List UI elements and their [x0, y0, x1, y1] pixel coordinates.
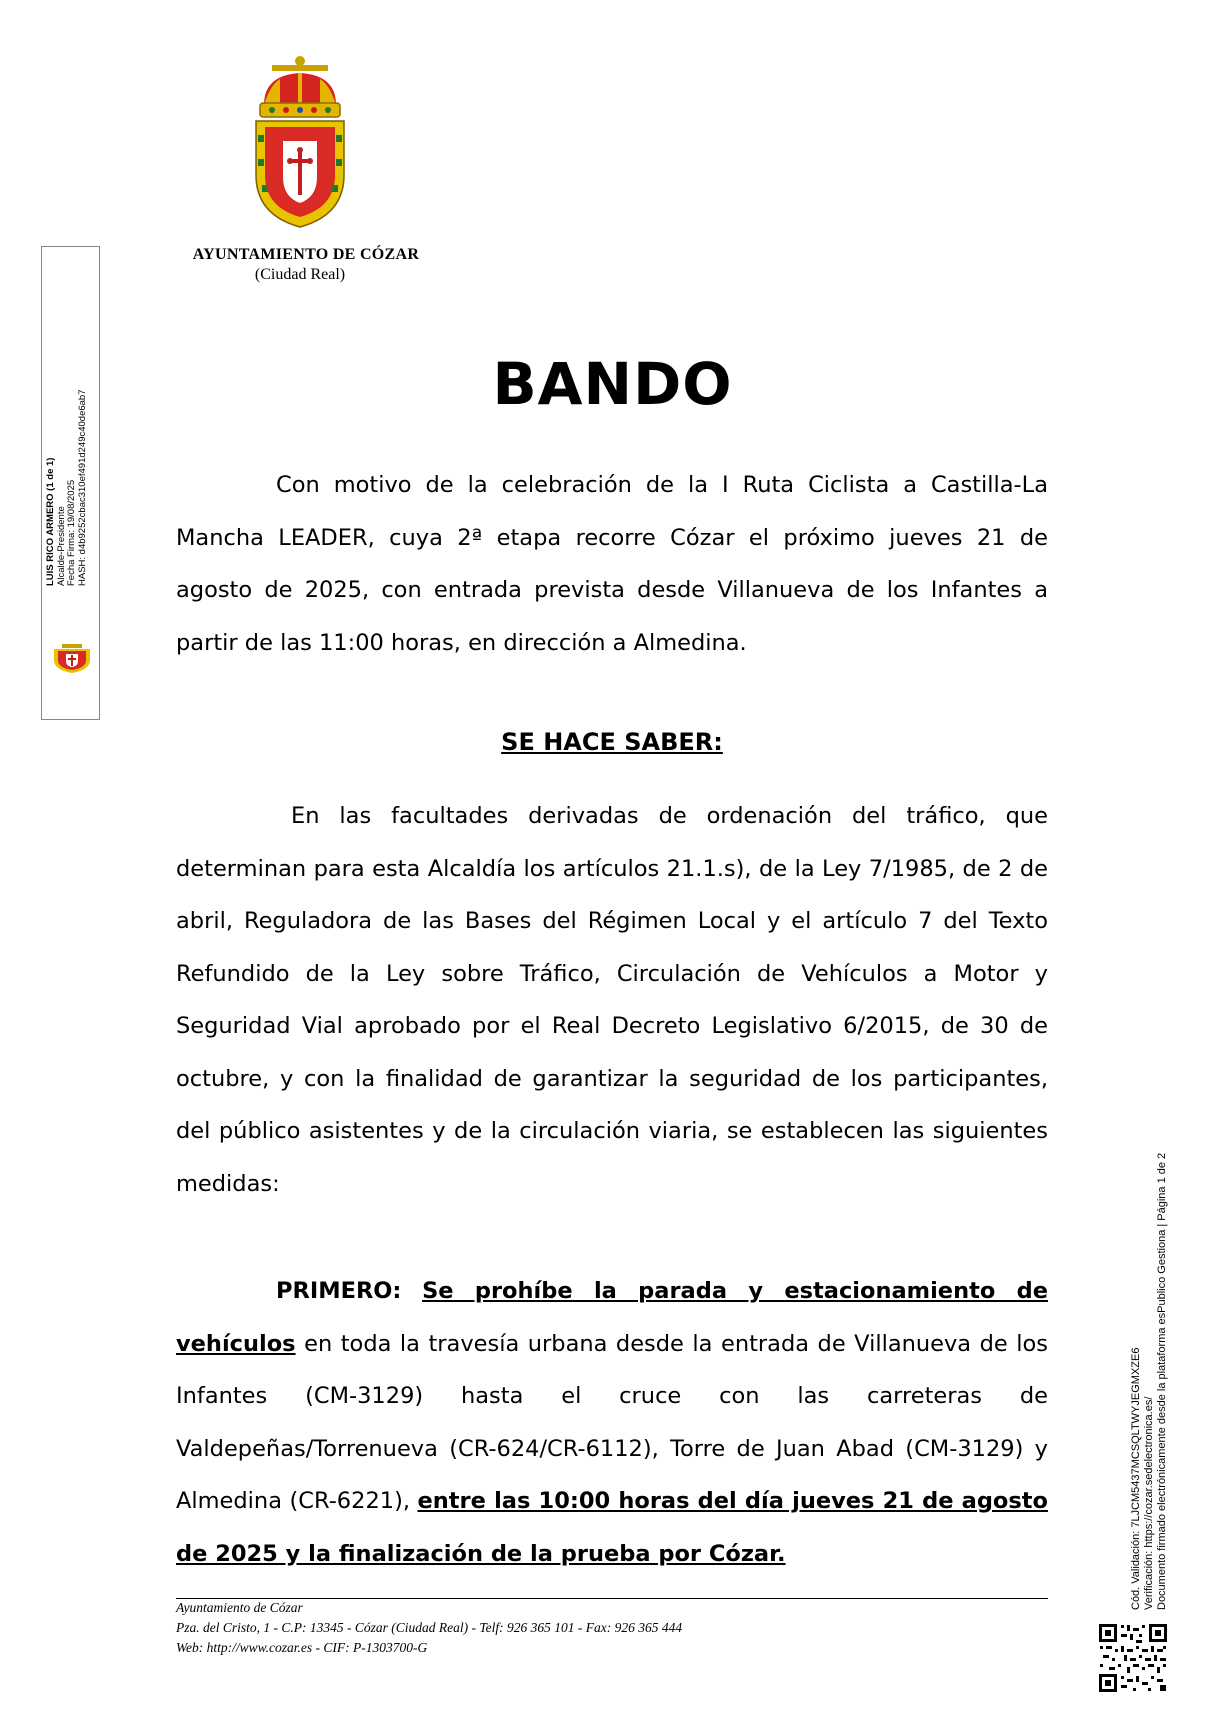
verification-code: Cód. Validación: 7LJCM5437MCSQLTWYJEGMXZE6: [1130, 1347, 1142, 1610]
signer-name: LUIS RICO ARMERO (1 de 1): [45, 457, 56, 586]
qr-code-icon: [1098, 1623, 1168, 1693]
measure-label: PRIMERO:: [276, 1278, 402, 1304]
measure-prohibition: Se prohíbe la parada y estacionamiento de vehículos: [176, 1278, 1048, 1357]
signature-date: Fecha Firma: 19/08/2025: [66, 479, 77, 586]
organization-name: AYUNTAMIENTO DE CÓZAR: [192, 246, 420, 263]
document-title: BANDO: [492, 350, 733, 418]
section-heading: SE HACE SABER:: [501, 728, 723, 756]
measure-first-paragraph: [176, 1265, 1048, 1580]
intro-paragraph: Con motivo de la celebración de la I Ruta Ciclista a Castilla-La Mancha LEADER, cuya 2ª etapa recorre Cózar el próximo jueves 21 de agosto de 2025, con entrada prevista desde Villanueva de los Infantes a partir de las 11:00 horas, en dirección a Almedina.: [176, 472, 1048, 656]
legal-basis-paragraph: En las facultades derivadas de ordenación del tráfico, que determinan para esta Alcaldía los artículos 21.1.s), de la Ley 7/1985, de 2 de abril, Reguladora de las Bases del Régimen Local y el artículo 7 del Texto Refundido de la Ley sobre Tráfico, Circulación de Vehículos a Motor y Seguridad Vial aprobado por el Real Decreto Legislativo 6/2015, de 30 de octubre, y con la finalidad de garantizar la seguridad de los participantes, del público asistentes y de la circulación viaria, se establecen las siguientes medidas:: [176, 803, 1048, 1197]
signer-role: Alcalde-Presidente: [55, 506, 67, 586]
footer-address: Pza. del Cristo, 1 - C.P: 13345 - Cózar (Ciudad Real) - Telf: 926 365 101 - Fax: 926 365 444: [176, 1620, 683, 1635]
signature-details: [46, 380, 94, 586]
signature-hash: HASH: d4b9252cbac310ef491d249c40de6ab7: [76, 389, 88, 586]
small-coat-of-arms-icon: [50, 640, 94, 674]
verification-info: [1130, 1090, 1180, 1610]
footer-web: Web: http://www.cozar.es - CIF: P-1303700-G: [176, 1640, 428, 1655]
footer-org: Ayuntamiento de Cózar: [176, 1600, 303, 1615]
organization-location: (Ciudad Real): [254, 266, 346, 283]
measure-period: entre las 10:00 horas del día jueves 21 de agosto de 2025 y la finalización de la prueba por Cózar.: [176, 1488, 1048, 1567]
measure-text: en toda la travesía urbana desde la entrada de Villanueva de los Infantes (CM-3129) hasta el cruce con las carreteras de Valdepeñas/Torrenueva (CR-624/CR-6112), Torre de Juan Abad (CM-3129) y Almedina (CR-6221),: [176, 1330, 1048, 1514]
coat-of-arms-icon: [250, 55, 350, 235]
verification-url: Verificación: https://cozar.sedelectronica.es/: [1143, 1396, 1155, 1610]
verification-note: Documento firmado electrónicamente desde la plataforma esPublico Gestiona | Página 1 de 2: [1156, 1152, 1168, 1610]
footer-divider: [176, 1598, 1048, 1599]
